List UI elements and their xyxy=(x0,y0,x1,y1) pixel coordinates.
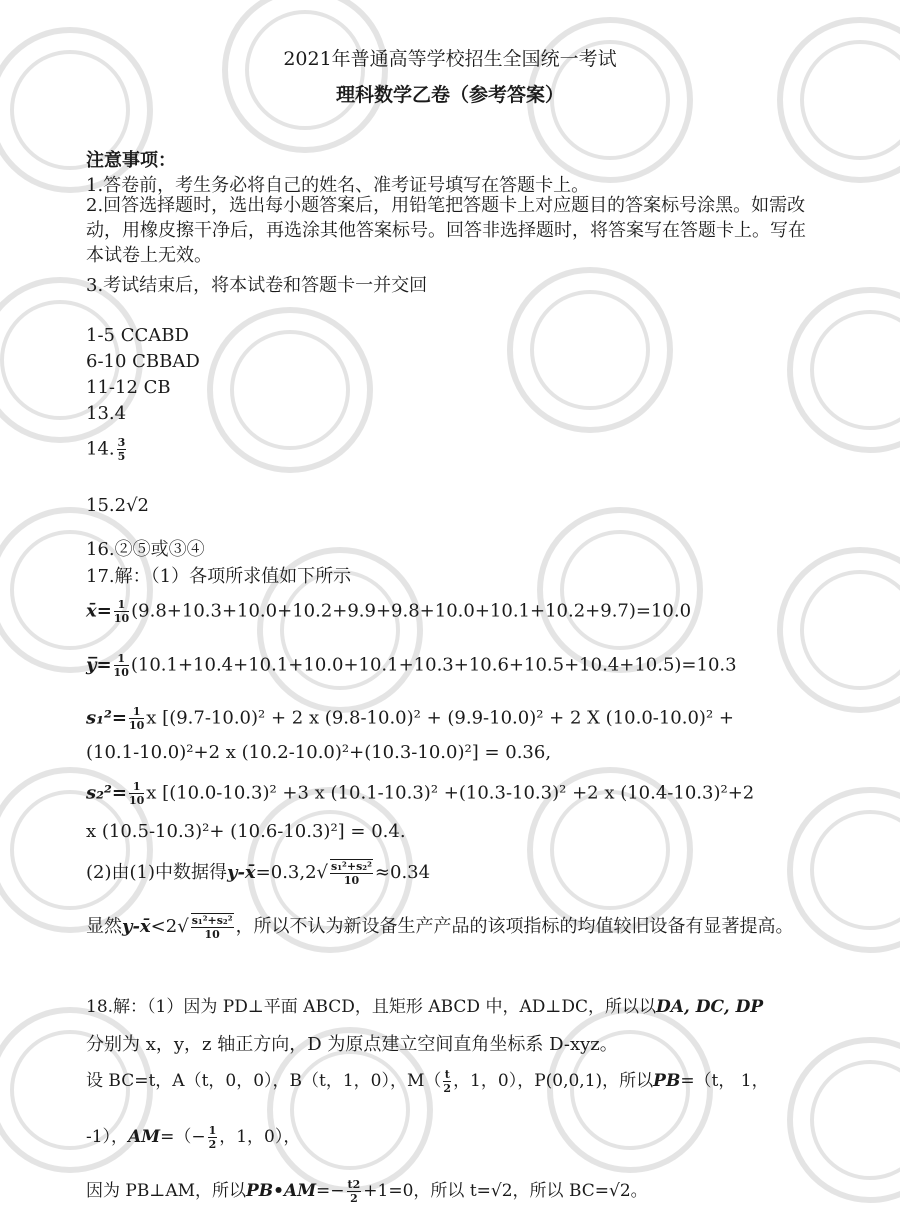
q17-conclusion xyxy=(86,908,816,946)
q18-line1 xyxy=(86,992,763,1017)
fraction-denominator: 2 xyxy=(350,1192,358,1205)
fraction-numerator: s₁²+s₂² xyxy=(331,860,372,873)
frac-t2-over-2 xyxy=(347,1178,362,1205)
fraction-numerator: 1 xyxy=(208,1124,217,1137)
frac-t-over-2 xyxy=(443,1068,451,1095)
q18-line3-c: =（t， 1， xyxy=(680,1071,769,1091)
vector-am: AM xyxy=(128,1127,161,1147)
answer-6-10: 6-10 CBBAD xyxy=(86,351,200,372)
xbar-symbol: x̄= xyxy=(86,600,112,622)
fraction-denominator: 10 xyxy=(128,719,145,732)
fraction-numerator: t2 xyxy=(347,1178,361,1191)
fraction-numerator: 1 xyxy=(114,598,129,612)
q17-s1-line1 xyxy=(86,705,734,732)
watermark-logo xyxy=(770,540,900,720)
answer-1-5: 1-5 CCABD xyxy=(86,325,189,346)
fraction-numerator: 1 xyxy=(129,780,144,794)
fraction-denominator: 10 xyxy=(204,928,220,941)
document-title: 2021年普通高等学校招生全国统一考试 xyxy=(283,48,617,70)
fraction-numerator: 1 xyxy=(114,652,129,666)
conclusion-prefix: 显然 xyxy=(86,916,122,937)
xbar-expression: (9.8+10.3+10.0+10.2+9.9+9.8+10.0+10.1+10.2+9.7)=10.0 xyxy=(131,600,692,622)
part2-radicand xyxy=(330,859,373,887)
frac-one-tenth xyxy=(129,780,144,807)
notice-item-2: 2.回答选择题时，选出每小题答案后，用铅笔把答题卡上对应题目的答案标号涂黑。如需改动，用橡皮擦干净后，再选涂其他答案标号。回答非选择题时，将答案写在答题卡上。写在本试卷上无效。 xyxy=(86,195,806,266)
answer-11-12: 11-12 CB xyxy=(86,377,171,398)
q17-ybar xyxy=(86,652,737,679)
answer-14 xyxy=(86,436,128,463)
dot-product: PB•AM xyxy=(246,1181,317,1201)
fraction-denominator: 10 xyxy=(113,666,129,679)
part2-mid: =0.3,2√ xyxy=(255,862,329,883)
fraction-denominator: 2 xyxy=(208,1138,217,1151)
q18-line3-b: ，1，0），P(0,0,1)，所以 xyxy=(453,1071,654,1091)
fraction-denominator: 10 xyxy=(343,874,360,887)
part2-tail: ≈0.34 xyxy=(374,862,431,883)
s2-expression-1: x [(10.0-10.3)² +3 x (10.1-10.3)² +(10.3-10.3)² +2 x (10.4-10.3)²+2 xyxy=(146,782,755,804)
q18-line4-a: -1）， xyxy=(86,1127,129,1147)
s1-symbol: s₁²= xyxy=(86,707,127,729)
ybar-expression: (10.1+10.4+10.1+10.0+10.1+10.3+10.6+10.5+10.4+10.5)=10.3 xyxy=(130,654,737,676)
q18-line1-vectors: DA, DC, DP xyxy=(656,997,764,1017)
q17-part2 xyxy=(86,858,430,887)
watermark-logo xyxy=(200,300,380,480)
fraction-denominator: 10 xyxy=(128,794,145,807)
q18-line3 xyxy=(86,1066,769,1095)
fraction-numerator: 3 xyxy=(117,436,126,449)
answer-14-prefix: 14. xyxy=(86,438,115,460)
watermark-logo xyxy=(780,1030,900,1210)
part2-prefix: (2)由(1)中数据得 xyxy=(86,862,227,883)
fraction-numerator: s₁²+s₂² xyxy=(191,914,233,927)
watermark-logo xyxy=(500,260,680,440)
answer-13: 13.4 xyxy=(86,403,127,424)
q17-xbar xyxy=(86,598,691,625)
document-subtitle: 理科数学乙卷（参考答案） xyxy=(335,84,564,106)
frac-one-tenth xyxy=(114,598,129,625)
q18-line4-c: ，1，0）， xyxy=(219,1127,301,1147)
s2-symbol: s₂²= xyxy=(86,782,127,804)
conclusion-expression: y-x̄ xyxy=(122,916,151,937)
conclusion-radicand xyxy=(191,913,234,941)
q18-line5-a: 因为 PB⊥AM，所以 xyxy=(86,1181,247,1201)
fraction-denominator: 10 xyxy=(113,612,130,625)
notice-item-3: 3.考试结束后，将本试卷和答题卡一并交回 xyxy=(86,275,428,296)
notice-item-1: 1.答卷前，考生务必将自己的姓名、准考证号填写在答题卡上。 xyxy=(86,175,590,196)
answer-14-fraction xyxy=(117,436,127,463)
part2-expression: y-x̄ xyxy=(227,862,256,883)
frac-one-tenth xyxy=(129,705,144,732)
fraction-denominator: 5 xyxy=(117,450,126,463)
conclusion-tail: ，所以不认为新设备生产产品的该项指标的均值较旧设备有显著提高。 xyxy=(235,916,794,937)
q17-s1-line2: (10.1-10.0)²+2 x (10.2-10.0)²+(10.3-10.0)²] = 0.36, xyxy=(86,742,552,763)
q17-intro: 17.解：（1）各项所求值如下所示 xyxy=(86,566,352,587)
watermark-logo xyxy=(780,280,900,460)
q18-line5 xyxy=(86,1176,648,1205)
q17-s2-line1 xyxy=(86,780,754,807)
q18-line1-text: 18.解：（1）因为 PD⊥平面 ABCD，且矩形 ABCD 中，AD⊥DC，所以以 xyxy=(86,997,656,1017)
q18-line5-c: +1=0，所以 t=√2，所以 BC=√2。 xyxy=(363,1181,648,1201)
conclusion-mid: <2√ xyxy=(150,916,189,937)
s1-expression-1: x [(9.7-10.0)² + 2 x (9.8-10.0)² + (9.9-10.0)² + 2 X (10.0-10.0)² + xyxy=(146,707,734,729)
q18-line4 xyxy=(86,1122,300,1151)
q18-line2: 分别为 x，y，z 轴正方向，D 为原点建立空间直角坐标系 D-xyz。 xyxy=(86,1034,618,1055)
fraction-denominator: 2 xyxy=(443,1082,452,1095)
q17-s2-line2: x (10.5-10.3)²+ (10.6-10.3)²] = 0.4. xyxy=(86,821,406,842)
fraction-numerator: t xyxy=(444,1068,450,1081)
notice-heading: 注意事项： xyxy=(86,150,176,171)
frac-one-half xyxy=(208,1124,218,1151)
q18-line3-a: 设 BC=t，A（t，0，0），B（t，1，0），M（ xyxy=(86,1071,442,1091)
frac-one-tenth xyxy=(114,652,129,679)
q18-line4-b: =（− xyxy=(160,1127,206,1147)
ybar-symbol: y̅= xyxy=(86,654,112,676)
answer-16: 16.②⑤或③④ xyxy=(86,539,205,560)
answer-15: 15.2√2 xyxy=(86,495,149,516)
q18-line5-b: =− xyxy=(316,1181,345,1201)
fraction-numerator: 1 xyxy=(129,705,144,719)
vector-pb: PB xyxy=(653,1071,681,1091)
